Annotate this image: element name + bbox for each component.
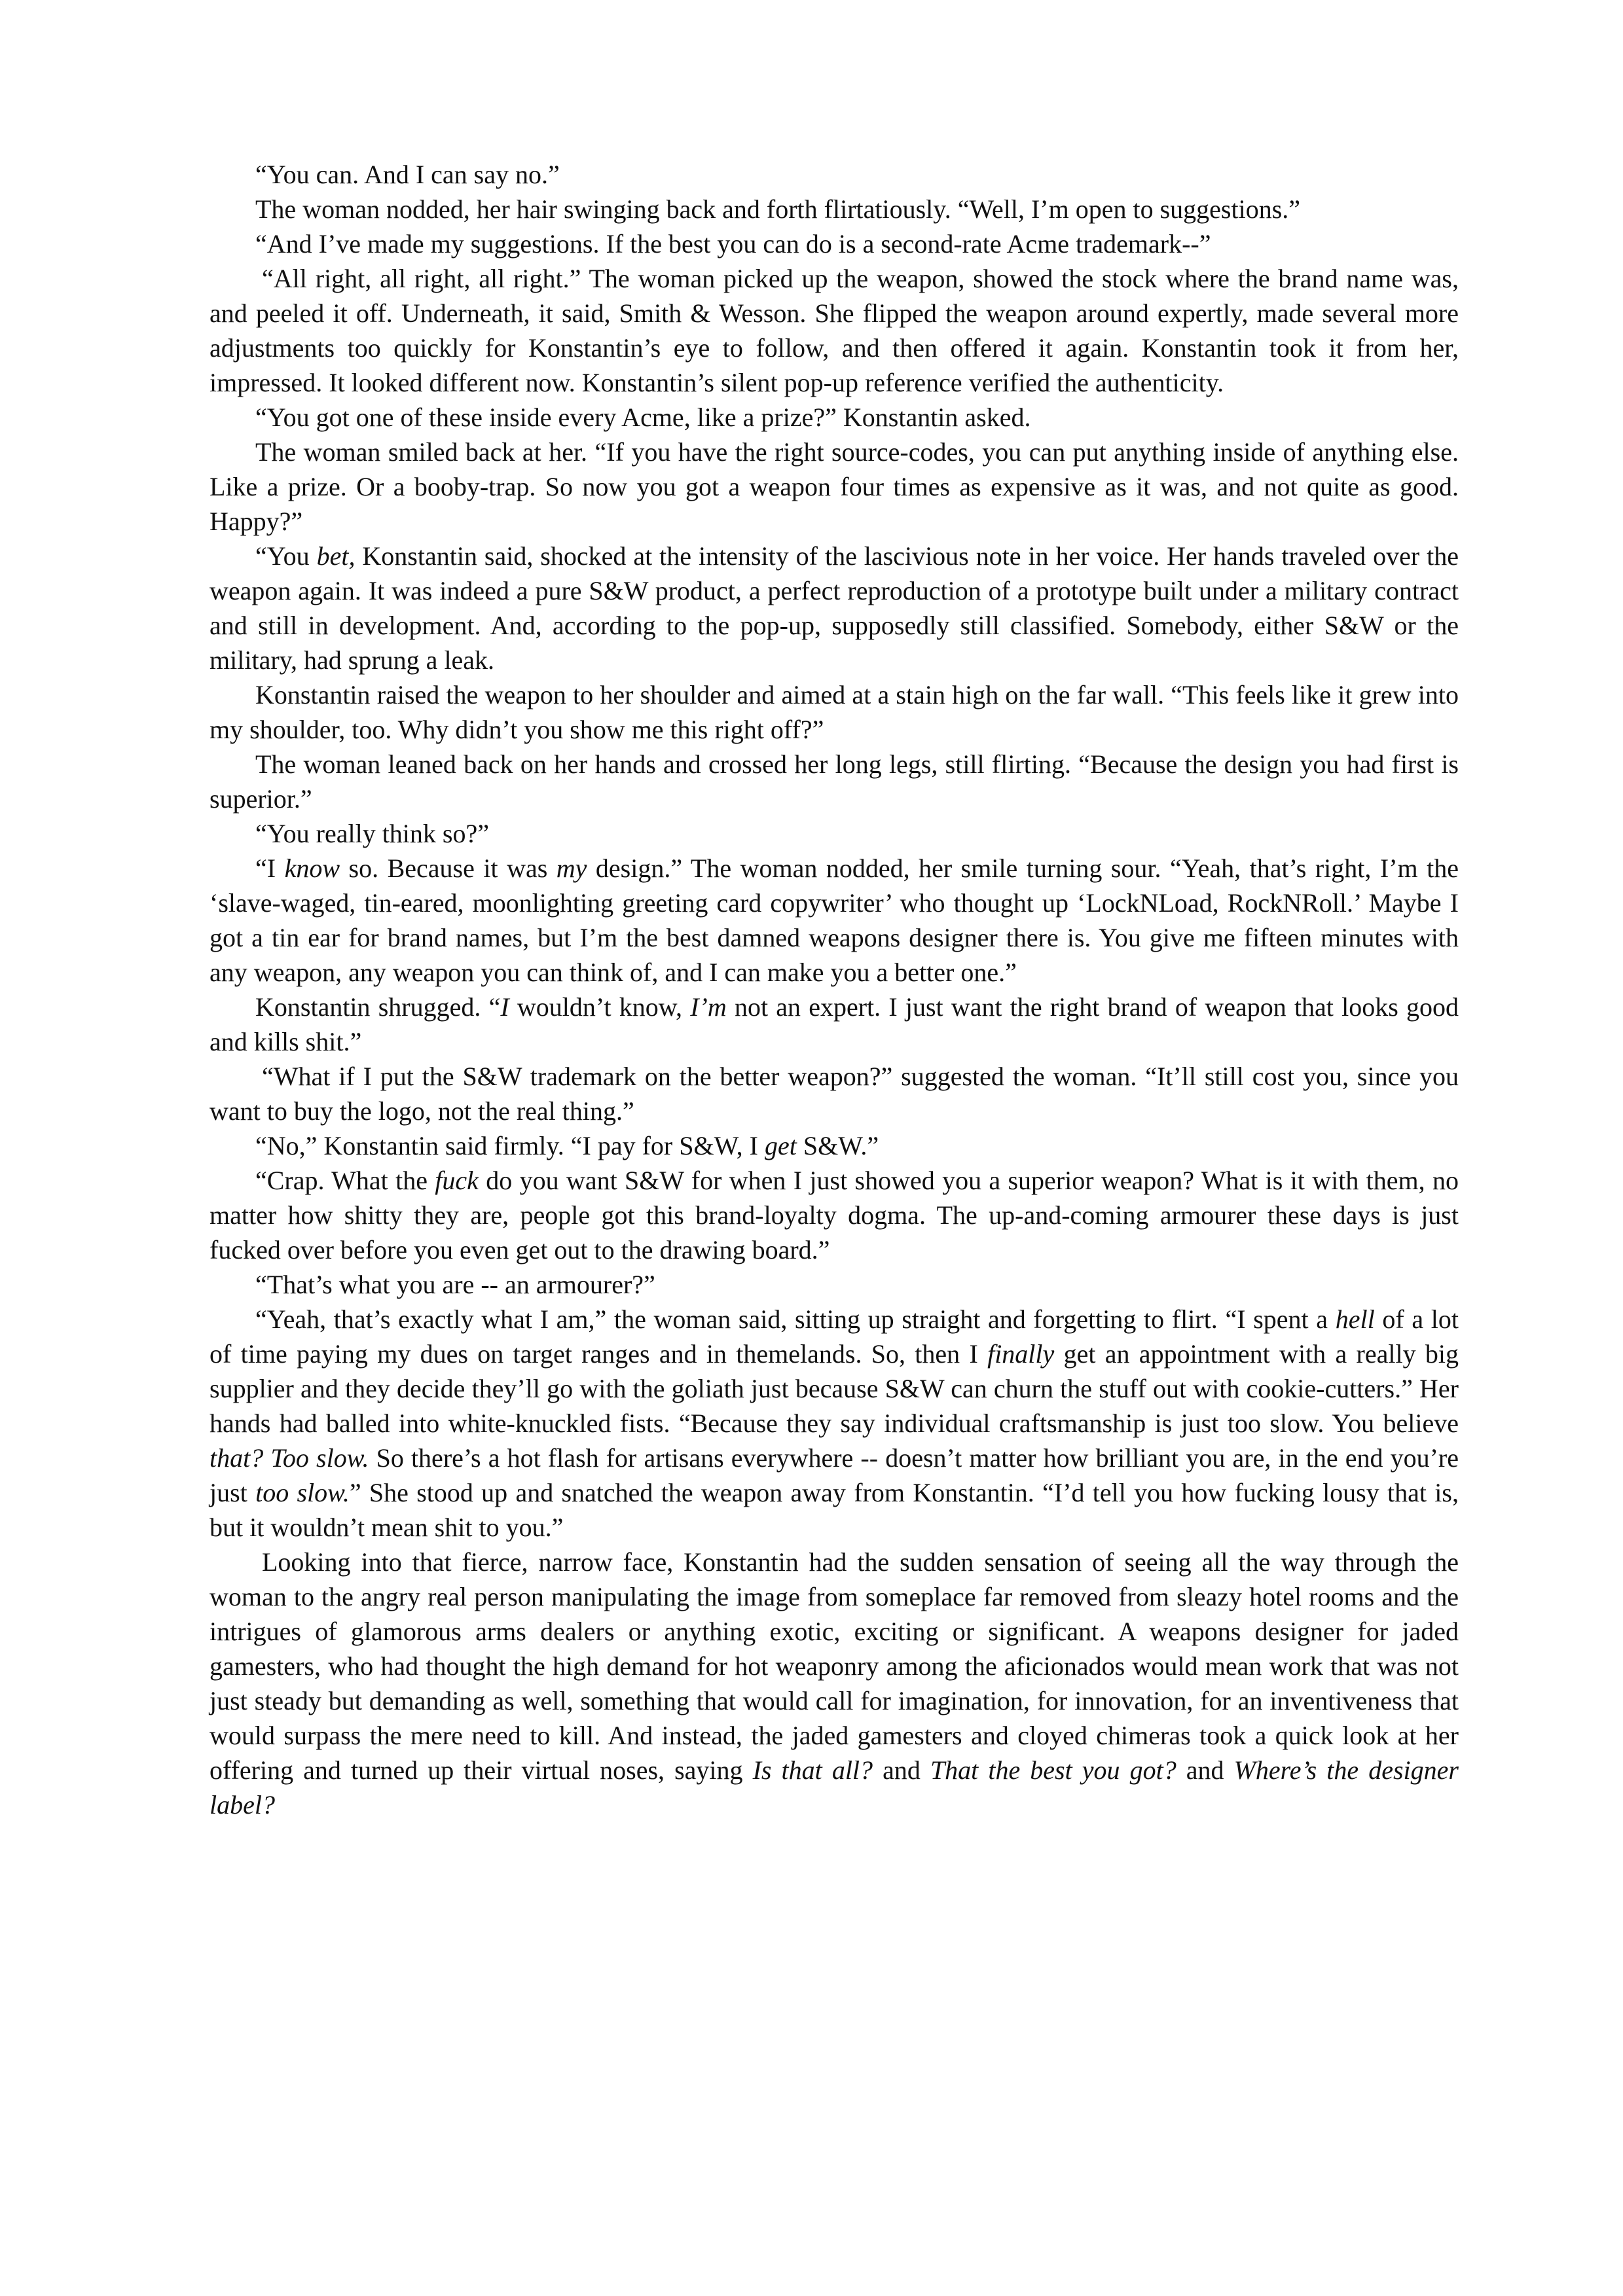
text-run: Konstantin shrugged. “	[255, 992, 501, 1022]
text-run: Konstantin said, shocked at the intensity of the lascivious note in her voice. Her hands traveled over the weapon again. It was indeed a pure S&W product, a perfect reproduction of a prototype built under a military contract and still in development. And, according to the pop-up, supposedly still classified. Somebody, either S&W or the military, had sprung a leak.	[210, 541, 1459, 675]
paragraph	[210, 226, 1459, 261]
text-run: Konstantin raised the weapon to her shoulder and aimed at a stain high on the far wall. “This feels like it grew into my shoulder, too. Why didn’t you show me this right off?”	[210, 680, 1459, 744]
italic-run: too slow.	[255, 1478, 350, 1507]
text-run: of a lot of time paying my dues on target ranges and in themelands. So, then I	[210, 1304, 1459, 1369]
document-page	[210, 157, 1459, 1822]
paragraph	[210, 816, 1459, 851]
text-run: Looking into that fierce, narrow face, Konstantin had the sudden sensation of seeing all the way through the woman to the angry real person manipulating the image from someplace far removed from sleazy hotel rooms and the intrigues of glamorous arms dealers or anything exotic, exciting or significant. A weapons designer for jaded gamesters, who had thought the high demand for hot weaponry among the aficionados would mean work that was not just steady but demanding as well, something that would call for imagination, for innovation, for an inventiveness that would surpass the mere need to kill. And instead, the jaded gamesters and cloyed chimeras took a quick look at her offering and turned up their virtual noses, saying	[210, 1547, 1459, 1785]
italic-run: know	[284, 853, 340, 883]
text-run: “What if I put the S&W trademark on the better weapon?” suggested the woman. “It’ll still cost you, since you want to buy the logo, not the real thing.”	[210, 1062, 1459, 1126]
text-run: “Crap. What the	[255, 1166, 435, 1195]
paragraph	[210, 1302, 1459, 1545]
paragraph	[210, 261, 1459, 400]
text-run: so. Because it was	[340, 853, 556, 883]
italic-run: I	[500, 992, 509, 1022]
text-run: “And I’ve made my suggestions. If the best you can do is a second-rate Acme trademark--”	[255, 229, 1211, 259]
text-run: “You really think so?”	[255, 819, 489, 848]
italic-run: hell	[1335, 1304, 1375, 1334]
italic-run: that? Too slow.	[210, 1443, 369, 1473]
text-run: wouldn’t know,	[509, 992, 691, 1022]
text-run: “You	[255, 541, 317, 571]
text-run: “You can. And I can say no.”	[255, 160, 560, 189]
italic-run: I’m	[690, 992, 727, 1022]
text-run: So there’s a hot flash for artisans everywhere -- doesn’t matter how brilliant you are, in the end you’re just	[210, 1443, 1459, 1507]
text-run: S&W.”	[796, 1131, 879, 1160]
text-run: ” She stood up and snatched the weapon away from Konstantin. “I’d tell you how fucking lousy that is, but it wouldn’t mean shit to you.”	[210, 1478, 1459, 1542]
text-run: The woman smiled back at her. “If you have the right source-codes, you can put anything inside of anything else. Like a prize. Or a booby-trap. So now you got a weapon four times as expensive as it was, and not quite as good. Happy?”	[210, 437, 1459, 536]
text-run: “You got one of these inside every Acme, like a prize?” Konstantin asked.	[255, 403, 1031, 432]
text-run: design.” The woman nodded, her smile turning sour. “Yeah, that’s right, I’m the ‘slave-waged, tin-eared, moonlighting greeting card copywriter’ who thought up ‘LockNLoad, RockNRoll.’ Maybe I got a tin ear for brand names, but I’m the best damned weapons designer there is. You give me fifteen minutes with any weapon, any weapon you can think of, and I can make you a better one.”	[210, 853, 1459, 987]
text-run: The woman nodded, her hair swinging back and forth flirtatiously. “Well, I’m open to suggestions.”	[255, 194, 1301, 224]
italic-run: That the best you got?	[930, 1755, 1176, 1785]
paragraph	[210, 400, 1459, 435]
italic-run: Is that all?	[752, 1755, 873, 1785]
text-run: “All right, all right, all right.” The woman picked up the weapon, showed the stock where the brand name was, and peeled it off. Underneath, it said, Smith & Wesson. She flipped the weapon around expertly, made several more adjustments too quickly for Konstantin’s eye to follow, and then offered it again. Konstantin took it from her, impressed. It looked different now. Konstantin’s silent pop-up reference verified the authenticity.	[210, 264, 1459, 397]
paragraph	[210, 157, 1459, 192]
italic-run: get	[765, 1131, 797, 1160]
text-run: “Yeah, that’s exactly what I am,” the woman said, sitting up straight and forgetting to flirt. “I spent a	[255, 1304, 1336, 1334]
text-run: do you want S&W for when I just showed you a superior weapon? What is it with them, no matter how shitty they are, people got this brand-loyalty dogma. The up-and-coming armourer these days is just fucked over before you even get out to the drawing board.”	[210, 1166, 1459, 1265]
paragraph	[210, 1128, 1459, 1163]
text-run: The woman leaned back on her hands and crossed her long legs, still flirting. “Because the design you had first is superior.”	[210, 749, 1459, 814]
paragraph	[210, 1545, 1459, 1822]
paragraph	[210, 677, 1459, 747]
paragraph	[210, 1267, 1459, 1302]
italic-run: my	[556, 853, 587, 883]
text-run: and	[873, 1755, 930, 1785]
italic-run: finally	[987, 1339, 1055, 1369]
text-run: and	[1176, 1755, 1234, 1785]
text-run: “I	[255, 853, 285, 883]
text-run: get an appointment with a really big supplier and they decide they’ll go with the goliath just because S&W can churn the stuff out with cookie-cutters.” Her hands had balled into white-knuckled fists. “Because they say individual craftsmanship is just too slow. You believe	[210, 1339, 1459, 1438]
paragraph	[210, 1059, 1459, 1128]
italic-run: bet,	[316, 541, 356, 571]
paragraph	[210, 539, 1459, 677]
text-run: “No,” Konstantin said firmly. “I pay for S&W, I	[255, 1131, 765, 1160]
italic-run: fuck	[435, 1166, 479, 1195]
paragraph	[210, 435, 1459, 539]
text-run: not an expert. I just want the right brand of weapon that looks good and kills shit.”	[210, 992, 1459, 1056]
paragraph	[210, 192, 1459, 226]
paragraph	[210, 851, 1459, 990]
paragraph	[210, 990, 1459, 1059]
text-run: “That’s what you are -- an armourer?”	[255, 1270, 655, 1299]
paragraph	[210, 1163, 1459, 1267]
paragraph	[210, 747, 1459, 816]
italic-run: Where’s the designer label?	[210, 1755, 1459, 1820]
